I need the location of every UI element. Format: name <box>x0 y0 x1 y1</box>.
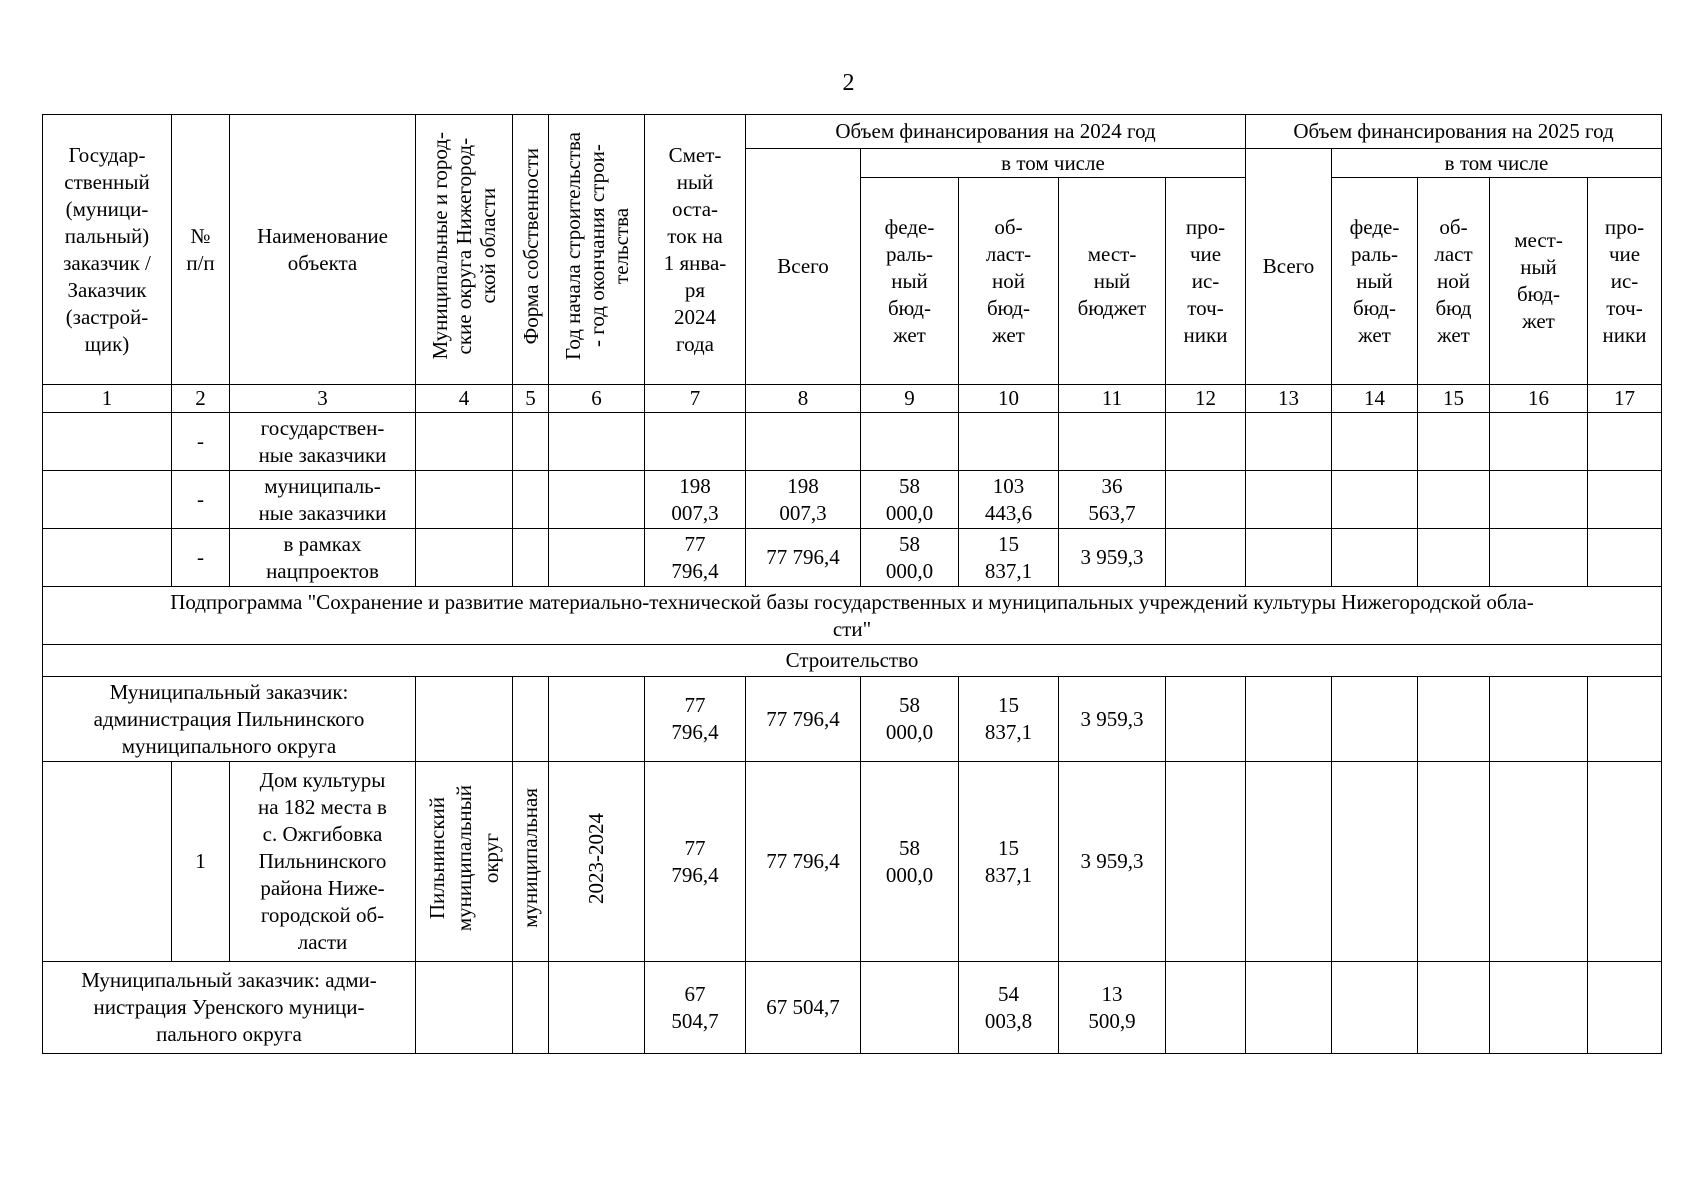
customer-label <box>43 677 416 762</box>
customer-label <box>43 962 416 1054</box>
cell-empty <box>1332 762 1418 962</box>
header-total-2025: Всего <box>1246 149 1332 385</box>
header-remainder <box>645 115 746 385</box>
cell-empty <box>1588 413 1662 471</box>
value-text: 36 563,7 <box>1088 473 1136 525</box>
cell-regional <box>959 471 1059 529</box>
col-number: 6 <box>549 385 645 413</box>
cell-empty <box>1490 413 1588 471</box>
cell-empty <box>416 413 513 471</box>
cell-empty <box>416 962 513 1054</box>
value-text: 77 796,4 <box>671 531 719 583</box>
cell-empty <box>959 413 1059 471</box>
header-years <box>549 115 645 385</box>
cell-name <box>230 529 416 587</box>
value-text: 103 443,6 <box>984 473 1033 525</box>
header-okrug-text: Муниципальные и город- ские округа Нижегород- ской области <box>428 132 500 360</box>
cell-dash: - <box>172 529 230 587</box>
value-text: 15 837,1 <box>984 693 1033 744</box>
cell-empty <box>861 413 959 471</box>
cell-regional <box>959 529 1059 587</box>
cell-empty <box>1418 413 1490 471</box>
customer-label-text: Муниципальный заказчик: администрация Пильнинского муниципального округа <box>93 679 365 758</box>
cell-empty <box>645 413 746 471</box>
header-other-2024-text: про- чие ис- точ- ники <box>1183 214 1228 347</box>
cell-total <box>746 529 861 587</box>
header-years-text: Год начала строительства - год окончания строи- тельства <box>560 132 633 360</box>
col-number: 8 <box>746 385 861 413</box>
header-group-2024: Объем финансирования на 2024 год <box>746 115 1246 149</box>
cell-remainder <box>645 762 746 962</box>
header-remainder-text: Смет- ный оста- ток на 1 янва- ря 2024 года <box>663 142 727 356</box>
cell-regional <box>959 962 1059 1054</box>
value-text: 77 796,4 <box>671 693 719 744</box>
cell-empty <box>1166 471 1246 529</box>
table-row <box>43 471 1662 529</box>
object-ownership-text: муниципальная <box>518 788 542 928</box>
value-text: 77 796,4 <box>766 545 840 569</box>
cell-remainder <box>645 471 746 529</box>
value-text: 15 837,1 <box>984 531 1033 583</box>
col-number: 17 <box>1588 385 1662 413</box>
value-text: 3 959,3 <box>1080 545 1144 569</box>
cell-empty <box>43 529 172 587</box>
cell-empty <box>43 762 172 962</box>
cell-empty <box>1059 413 1166 471</box>
object-number: 1 <box>172 762 230 962</box>
row-name-text: муниципаль- ные заказчики <box>258 473 387 525</box>
cell-empty <box>1490 471 1588 529</box>
col-number: 14 <box>1332 385 1418 413</box>
header-including-2024: в том числе <box>861 149 1246 178</box>
cell-empty <box>1490 962 1588 1054</box>
cell-federal <box>861 962 959 1054</box>
subprogram-text: Подпрограмма "Сохранение и развитие материально-технической базы государственных и муниципальных учреждений культуры Нижегородской обла- сти" <box>170 589 1534 641</box>
value-text: 77 796,4 <box>766 849 840 873</box>
section-title: Строительство <box>43 645 1662 677</box>
value-text: 77 796,4 <box>766 706 840 731</box>
cell-empty <box>1246 677 1332 762</box>
cell-empty <box>1246 962 1332 1054</box>
col-number: 2 <box>172 385 230 413</box>
header-federal-2025-text: феде- раль- ный бюд- жет <box>1349 214 1400 347</box>
value-text: 3 959,3 <box>1080 849 1144 873</box>
cell-empty <box>1418 762 1490 962</box>
cell-empty <box>1166 762 1246 962</box>
cell-empty <box>1588 677 1662 762</box>
cell-empty <box>1418 471 1490 529</box>
header-regional-2025 <box>1418 178 1490 385</box>
cell-empty <box>1166 529 1246 587</box>
col-number: 1 <box>43 385 172 413</box>
cell-empty <box>1418 529 1490 587</box>
cell-empty <box>1490 677 1588 762</box>
col-number: 3 <box>230 385 416 413</box>
cell-empty <box>1418 962 1490 1054</box>
header-okrug <box>416 115 513 385</box>
value-text: 58 000,0 <box>885 473 934 525</box>
cell-empty <box>1588 529 1662 587</box>
header-federal-2025 <box>1332 178 1418 385</box>
row-name-text: государствен- ные заказчики <box>258 415 387 467</box>
cell-total <box>746 962 861 1054</box>
cell-empty <box>513 529 549 587</box>
cell-empty <box>513 962 549 1054</box>
cell-empty <box>1490 529 1588 587</box>
table-row <box>43 529 1662 587</box>
cell-empty <box>1588 962 1662 1054</box>
header-local-2024-text: мест- ный бюджет <box>1077 241 1147 320</box>
cell-local <box>1059 529 1166 587</box>
value-text: 15 837,1 <box>984 835 1033 887</box>
value-text: 58 000,0 <box>885 693 934 744</box>
header-customer <box>43 115 172 385</box>
table-row <box>43 762 1662 962</box>
cell-local <box>1059 762 1166 962</box>
cell-empty <box>1246 471 1332 529</box>
object-ownership <box>513 762 549 962</box>
header-regional-2025-text: об- ласт ной бюд жет <box>1434 214 1473 347</box>
header-including-2025: в том числе <box>1332 149 1662 178</box>
cell-empty <box>43 471 172 529</box>
cell-empty <box>746 413 861 471</box>
header-total-2024: Всего <box>746 149 861 385</box>
cell-local <box>1059 962 1166 1054</box>
cell-remainder <box>645 677 746 762</box>
cell-dash: - <box>172 471 230 529</box>
object-name-text: Дом культуры на 182 места в с. Ожгибовка Пильнинского района Ниже- городской об- ласти <box>258 768 387 954</box>
cell-empty <box>549 529 645 587</box>
customer-label-text: Муниципальный заказчик: адми- нистрация Уренского муници- пального округа <box>81 968 377 1046</box>
table-row <box>43 677 1662 762</box>
subprogram-title <box>43 587 1662 645</box>
cell-total <box>746 762 861 962</box>
cell-empty <box>513 413 549 471</box>
value-text: 3 959,3 <box>1080 706 1144 731</box>
value-text: 67 504,7 <box>671 981 719 1033</box>
cell-empty <box>513 471 549 529</box>
col-number: 5 <box>513 385 549 413</box>
cell-regional <box>959 677 1059 762</box>
header-regional-2024-text: об- ласт- ной бюд- жет <box>985 214 1032 347</box>
value-text: 13 500,9 <box>1088 981 1136 1033</box>
cell-federal <box>861 677 959 762</box>
page-number: 2 <box>842 70 855 96</box>
object-okrug-text: Пильнинский муниципальный округ <box>424 784 503 932</box>
table-row <box>43 962 1662 1054</box>
cell-empty <box>1166 677 1246 762</box>
header-other-2025-text: про- чие ис- точ- ники <box>1602 214 1647 347</box>
cell-empty <box>1332 962 1418 1054</box>
value-text: 77 796,4 <box>671 835 719 887</box>
col-number: 4 <box>416 385 513 413</box>
cell-empty <box>1246 762 1332 962</box>
value-text: 198 007,3 <box>671 473 719 525</box>
header-local-2025 <box>1490 178 1588 385</box>
object-years-text: 2023-2024 <box>584 812 608 904</box>
row-name-text: в рамках нацпроектов <box>266 531 379 583</box>
cell-empty <box>43 413 172 471</box>
cell-empty <box>1588 471 1662 529</box>
header-object-name-text: Наименование объекта <box>257 223 388 275</box>
cell-local <box>1059 471 1166 529</box>
cell-total <box>746 471 861 529</box>
col-number: 12 <box>1166 385 1246 413</box>
cell-empty <box>1332 529 1418 587</box>
cell-empty <box>1166 962 1246 1054</box>
header-customer-text: Государ- ственный (муници- пальный) заказчик / Заказчик (застрой- щик) <box>63 142 151 356</box>
col-number: 7 <box>645 385 746 413</box>
header-group-2025: Объем финансирования на 2025 год <box>1246 115 1662 149</box>
col-number: 11 <box>1059 385 1166 413</box>
object-name <box>230 762 416 962</box>
value-text: 67 504,7 <box>766 995 840 1019</box>
cell-empty <box>1332 471 1418 529</box>
header-object-name <box>230 115 416 385</box>
cell-empty <box>1588 762 1662 962</box>
header-ownership-text: Форма собственности <box>518 147 543 345</box>
header-number-text: № п/п <box>186 223 215 275</box>
cell-regional <box>959 762 1059 962</box>
cell-empty <box>1246 413 1332 471</box>
header-other-2025 <box>1588 178 1662 385</box>
cell-empty <box>1332 677 1418 762</box>
value-text: 58 000,0 <box>885 531 934 583</box>
cell-empty <box>1490 762 1588 962</box>
cell-local <box>1059 677 1166 762</box>
value-text: 58 000,0 <box>885 835 934 887</box>
cell-empty <box>1166 413 1246 471</box>
cell-remainder <box>645 529 746 587</box>
cell-empty <box>549 962 645 1054</box>
cell-empty <box>1418 677 1490 762</box>
cell-empty <box>549 471 645 529</box>
cell-remainder <box>645 962 746 1054</box>
col-number: 9 <box>861 385 959 413</box>
header-local-2025-text: мест- ный бюд- жет <box>1514 228 1563 333</box>
financing-table <box>42 114 1662 1054</box>
header-federal-2024-text: феде- раль- ный бюд- жет <box>884 214 935 347</box>
header-federal-2024 <box>861 178 959 385</box>
cell-total <box>746 677 861 762</box>
cell-empty <box>1246 529 1332 587</box>
value-text: 54 003,8 <box>984 981 1033 1033</box>
cell-federal <box>861 529 959 587</box>
cell-name <box>230 413 416 471</box>
object-okrug <box>416 762 513 962</box>
header-ownership <box>513 115 549 385</box>
cell-empty <box>1332 413 1418 471</box>
header-local-2024 <box>1059 178 1166 385</box>
cell-dash: - <box>172 413 230 471</box>
table-row <box>43 413 1662 471</box>
cell-empty <box>549 413 645 471</box>
cell-empty <box>549 677 645 762</box>
cell-federal <box>861 762 959 962</box>
cell-empty <box>513 677 549 762</box>
cell-federal <box>861 471 959 529</box>
header-number <box>172 115 230 385</box>
header-regional-2024 <box>959 178 1059 385</box>
cell-empty <box>416 471 513 529</box>
cell-empty <box>416 529 513 587</box>
cell-name <box>230 471 416 529</box>
col-number: 16 <box>1490 385 1588 413</box>
col-number: 15 <box>1418 385 1490 413</box>
cell-empty <box>416 677 513 762</box>
col-number: 13 <box>1246 385 1332 413</box>
column-number-row <box>43 385 1662 413</box>
object-years <box>549 762 645 962</box>
header-other-2024 <box>1166 178 1246 385</box>
col-number: 10 <box>959 385 1059 413</box>
value-text: 198 007,3 <box>779 473 827 525</box>
